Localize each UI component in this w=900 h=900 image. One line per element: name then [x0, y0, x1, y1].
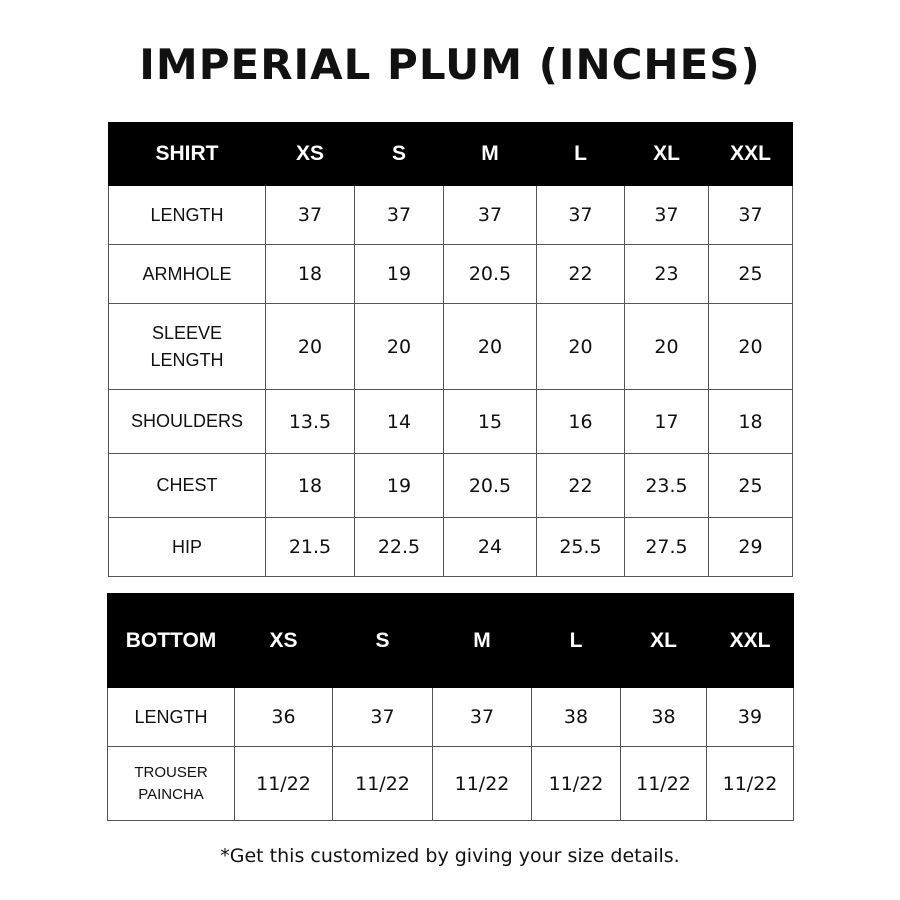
table-row	[109, 245, 793, 304]
table-cell: 18	[266, 245, 355, 304]
table-row	[108, 688, 794, 747]
column-header: L	[537, 123, 625, 186]
table-cell: 20	[537, 304, 625, 390]
table-cell: 21.5	[266, 518, 355, 577]
table-cell: 20	[444, 304, 537, 390]
table-row	[109, 518, 793, 577]
table-cell: 11/22	[532, 747, 621, 821]
column-header: BOTTOM	[108, 594, 235, 688]
table-cell: 23.5	[625, 454, 709, 518]
table-cell: 17	[625, 390, 709, 454]
table-cell: 37	[433, 688, 532, 747]
table-cell: 22	[537, 454, 625, 518]
row-label: CHEST	[109, 454, 266, 518]
table-cell: 38	[621, 688, 707, 747]
table-cell: 11/22	[235, 747, 333, 821]
row-label-text: SLEEVE LENGTH	[150, 322, 224, 370]
column-header: XL	[621, 594, 707, 688]
row-label	[109, 304, 266, 390]
table-cell: 11/22	[707, 747, 794, 821]
table-row	[109, 390, 793, 454]
bottom-size-table	[107, 593, 794, 821]
table-cell: 11/22	[333, 747, 433, 821]
table-cell: 24	[444, 518, 537, 577]
column-header: XXL	[709, 123, 793, 186]
table-row	[109, 186, 793, 245]
column-header: XL	[625, 123, 709, 186]
column-header: M	[433, 594, 532, 688]
table-cell: 39	[707, 688, 794, 747]
table-cell: 25.5	[537, 518, 625, 577]
column-header: S	[355, 123, 444, 186]
column-header: XXL	[707, 594, 794, 688]
table-cell: 19	[355, 454, 444, 518]
table-cell: 29	[709, 518, 793, 577]
table-cell: 20	[355, 304, 444, 390]
table-cell: 14	[355, 390, 444, 454]
table-cell: 11/22	[433, 747, 532, 821]
row-label: ARMHOLE	[109, 245, 266, 304]
table-cell: 18	[709, 390, 793, 454]
column-header: L	[532, 594, 621, 688]
table-cell: 11/22	[621, 747, 707, 821]
row-label: HIP	[109, 518, 266, 577]
table-cell: 37	[355, 186, 444, 245]
table-cell: 19	[355, 245, 444, 304]
table-cell: 20	[266, 304, 355, 390]
table-cell: 22.5	[355, 518, 444, 577]
row-label: LENGTH	[108, 688, 235, 747]
table-cell: 36	[235, 688, 333, 747]
table-cell: 37	[266, 186, 355, 245]
table-cell: 37	[537, 186, 625, 245]
column-header: XS	[235, 594, 333, 688]
row-label	[108, 747, 235, 821]
table-cell: 38	[532, 688, 621, 747]
shirt-header-row	[109, 123, 793, 186]
row-label: SHOULDERS	[109, 390, 266, 454]
column-header: S	[333, 594, 433, 688]
chart-title: IMPERIAL PLUM (INCHES)	[139, 40, 761, 89]
table-cell: 18	[266, 454, 355, 518]
customization-note: *Get this customized by giving your size details.	[220, 845, 680, 867]
shirt-size-table	[108, 122, 793, 577]
table-row	[109, 454, 793, 518]
table-cell: 22	[537, 245, 625, 304]
bottom-header-row	[108, 594, 794, 688]
column-header: M	[444, 123, 537, 186]
table-cell: 25	[709, 245, 793, 304]
table-cell: 16	[537, 390, 625, 454]
table-cell: 27.5	[625, 518, 709, 577]
row-label: LENGTH	[109, 186, 266, 245]
table-cell: 23	[625, 245, 709, 304]
table-cell: 37	[333, 688, 433, 747]
table-cell: 25	[709, 454, 793, 518]
table-row	[109, 304, 793, 390]
table-cell: 20.5	[444, 454, 537, 518]
table-cell: 20	[709, 304, 793, 390]
table-cell: 13.5	[266, 390, 355, 454]
table-cell: 37	[625, 186, 709, 245]
table-cell: 37	[444, 186, 537, 245]
column-header: XS	[266, 123, 355, 186]
table-row	[108, 747, 794, 821]
table-cell: 37	[709, 186, 793, 245]
column-header: SHIRT	[109, 123, 266, 186]
row-label-text: TROUSER PAINCHA	[134, 763, 208, 803]
table-cell: 15	[444, 390, 537, 454]
table-cell: 20.5	[444, 245, 537, 304]
table-cell: 20	[625, 304, 709, 390]
